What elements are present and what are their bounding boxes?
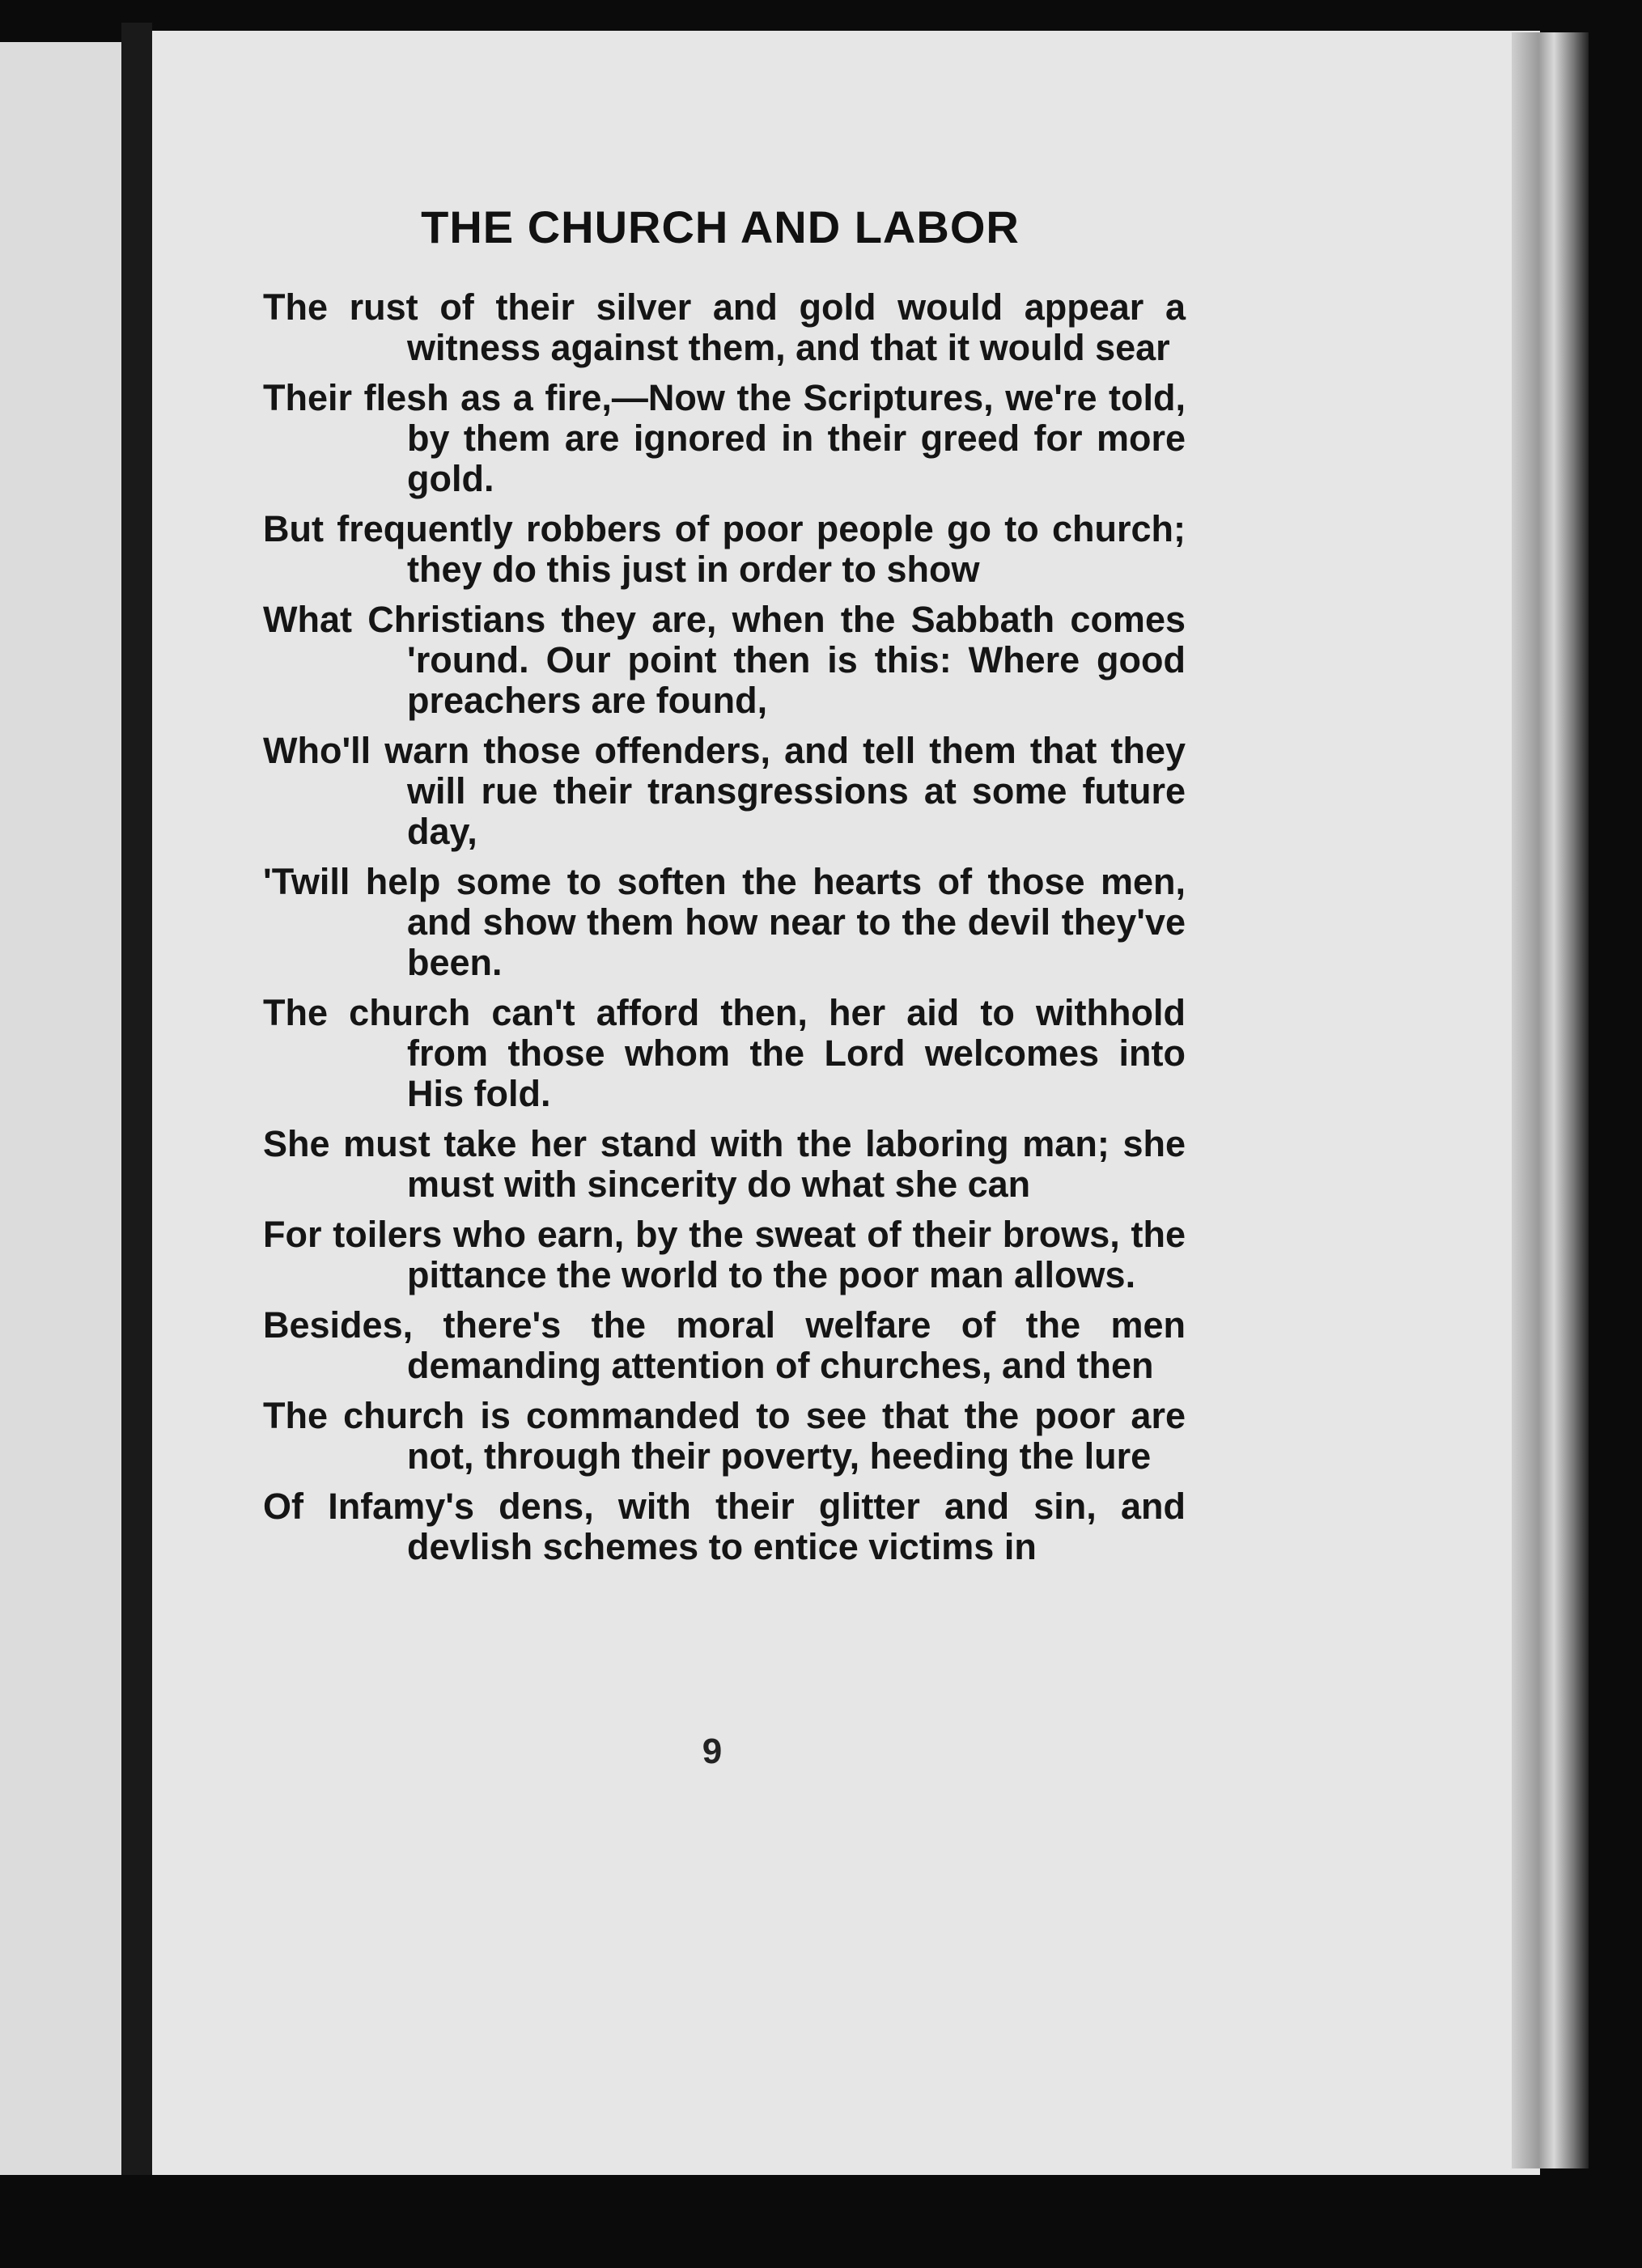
page-number: 9 [702, 1732, 723, 1771]
page-title: THE CHURCH AND LABOR [421, 201, 1020, 252]
poem-text [263, 287, 1186, 1577]
page-fore-edge [1512, 32, 1589, 2168]
poem-stanza: The church is commanded to see that the poor are not, through their poverty, heeding the lure [263, 1395, 1186, 1477]
poem-stanza: But frequently robbers of poor people go to church; they do this just in order to show [263, 508, 1186, 590]
poem-stanza: Of Infamy's dens, with their glitter and sin, and devlish schemes to entice victims in [263, 1486, 1186, 1567]
poem-stanza: The rust of their silver and gold would appear a witness against them, and that it would sear [263, 286, 1186, 368]
poem-stanza: Their flesh as a fire,—Now the Scriptures, we're told, by them are ignored in their greed for more gold. [263, 377, 1186, 499]
book-gutter [121, 23, 152, 2199]
scan-border [0, 2175, 1642, 2268]
poem-stanza: What Christians they are, when the Sabbath comes 'round. Our point then is this: Where good preachers are found, [263, 599, 1186, 721]
poem-stanza: Besides, there's the moral welfare of the men demanding attention of churches, and then [263, 1304, 1186, 1386]
poem-stanza: She must take her stand with the laboring man; she must with sincerity do what she can [263, 1123, 1186, 1205]
poem-stanza: The church can't afford then, her aid to withhold from those whom the Lord welcomes into His fold. [263, 992, 1186, 1114]
facing-page-edge [0, 42, 121, 2178]
poem-stanza: 'Twill help some to soften the hearts of those men, and show them how near to the devil they've been. [263, 861, 1186, 983]
poem-stanza: For toilers who earn, by the sweat of their brows, the pittance the world to the poor man allows. [263, 1214, 1186, 1295]
poem-stanza: Who'll warn those offenders, and tell them that they will rue their transgressions at some future day, [263, 730, 1186, 852]
